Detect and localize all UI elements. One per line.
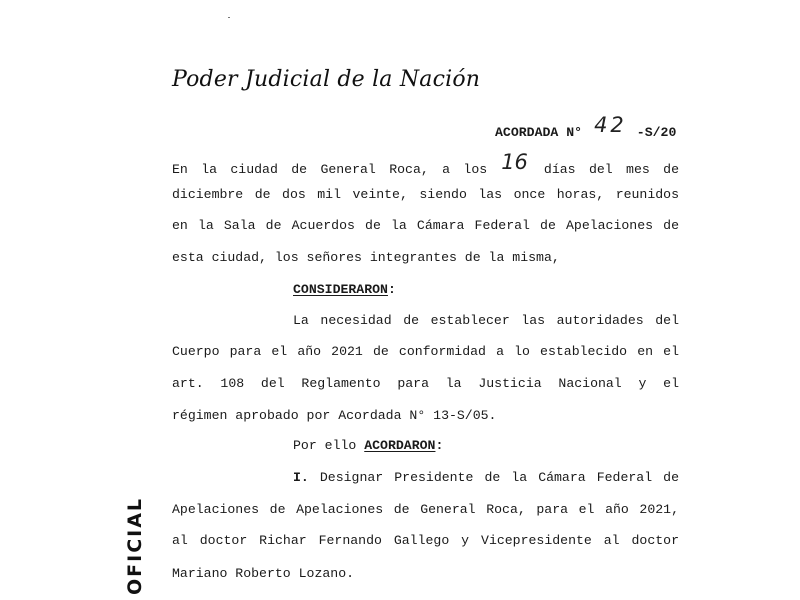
acordaron-heading-colon: : [435,438,444,453]
acordada-suffix: -S/20 [636,125,677,140]
oficial-side-stamp: OFICIAL [124,496,146,595]
item-1-line-3: al doctor Richar Fernando Gallego y Vicepresidente al doctor [172,533,679,548]
consideraron-line-3: art. 108 del Reglamento para la Justicia Nacional y el [172,376,679,391]
intro-line-4: esta ciudad, los señores integrantes de la misma, [172,250,560,265]
intro-line-1 [172,150,679,178]
intro-line-1-after: días del mes de [543,162,679,177]
consideraron-heading-colon: : [387,282,396,297]
item-1-line-1 [293,470,679,485]
intro-line-2: diciembre de dos mil veinte, siendo las once horas, reunidos [172,187,679,202]
acordaron-prefix: Por ello [293,438,357,453]
acordada-number-line [495,113,677,141]
acordaron-heading [293,438,443,453]
item-1-line-2: Apelaciones de Apelaciones de General Roca, para el año 2021, [172,502,679,517]
consideraron-line-2: Cuerpo para el año 2021 de conformidad a lo establecido en el [172,344,679,359]
scan-speck [228,17,230,18]
consideraron-heading [293,282,396,297]
handwritten-day: 16 [501,150,528,174]
consideraron-heading-text: CONSIDERARON [293,282,388,297]
acordaron-heading-text: ACORDARON [364,438,436,453]
item-1-numeral: I. [293,470,309,485]
court-header-title: Poder Judicial de la Nación [172,67,481,92]
intro-line-3: en la Sala de Acuerdos de la Cámara Federal de Apelaciones de [172,218,679,233]
consideraron-line-4: régimen aprobado por Acordada N° 13-S/05. [172,408,497,423]
item-1-line-1-text: Designar Presidente de la Cámara Federal de [319,470,680,485]
consideraron-line-1: La necesidad de establecer las autoridades del [293,313,679,328]
item-1-line-4: Mariano Roberto Lozano. [172,566,355,581]
acordada-prefix: ACORDADA N° [495,125,583,140]
intro-line-1-before: En la ciudad de General Roca, a los [172,162,488,177]
acordada-handwritten-number: 42 [594,113,627,137]
